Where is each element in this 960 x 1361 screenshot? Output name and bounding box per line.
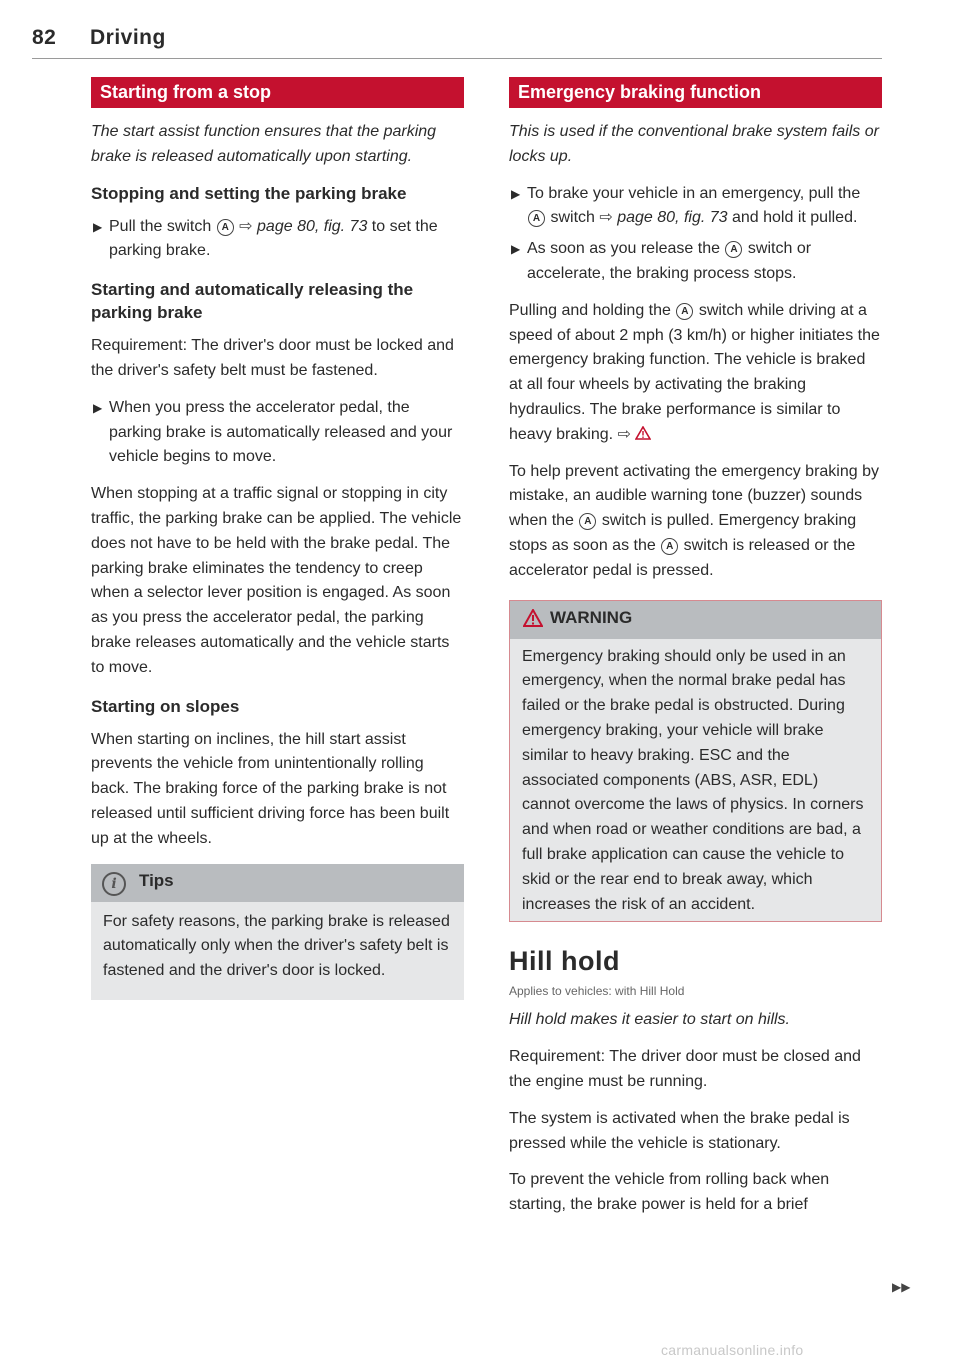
bullet-icon: ▶ [511, 242, 521, 257]
warning-box [509, 600, 882, 923]
warning-triangle-icon [635, 426, 651, 440]
page-reference-link[interactable]: page 80, fig. 73 [257, 217, 368, 235]
emergency-paragraph: Pulling and holding the A switch while driving at a speed of about 2 mph (3 km/h) or higher initiates the emergency braking function. The vehicle is braked at all four wheels by activating the braking hydraulics. The brake performance is similar to heavy braking. ⇨ [509, 301, 880, 443]
hill-activation: The system is activated when the brake pedal is pressed while the vehicle is stationary. [509, 1109, 850, 1152]
list-item: ▶ When you press the accelerator pedal, the parking brake is automatically released and your vehicle begins to move. [91, 396, 464, 470]
right-column [509, 77, 882, 1230]
cross-reference-arrow-icon: ⇨ [239, 217, 253, 235]
applies-to-note: Applies to vehicles: with Hill Hold [509, 984, 685, 999]
switch-a-icon: A [676, 303, 693, 320]
cross-reference-arrow-icon: ⇨ [617, 425, 631, 443]
heading-stopping: Stopping and setting the parking brake [91, 183, 407, 203]
cross-reference-arrow-icon: ⇨ [599, 209, 613, 227]
tips-body: For safety reasons, the parking brake is released automatically only when the driver's safety belt is fastened and the driver's door is locked. [103, 912, 450, 980]
section-banner-starting: Starting from a stop [91, 77, 464, 108]
left-column [91, 77, 464, 1000]
warning-triangle-icon [523, 609, 543, 627]
hill-intro: Hill hold makes it easier to start on hills. [509, 1011, 790, 1029]
bullet-icon: ▶ [93, 219, 103, 234]
warning-header [510, 601, 881, 639]
traffic-paragraph: When stopping at a traffic signal or stopping in city traffic, the parking brake can be applied. The vehicle does not have to be held with the brake pedal. The parking brake eliminates the tendency to creep when a selector lever position is engaged. As soon as you press the accelerator pedal, the parking brake releases automatically and the vehicle starts to move. [91, 485, 462, 676]
page-number: 82 [32, 26, 57, 49]
hill-rollback: To prevent the vehicle from rolling back when starting, the brake power is held for a brief [509, 1171, 830, 1214]
warning-body: Emergency braking should only be used in an emergency, when the normal brake pedal has failed or the brake pedal is obstructed. During emergency braking, your vehicle will brake similar to heavy braking. ESC and the associated components (ABS, ASR, EDL) cannot overcome the laws of physics. In corners and when road or weather conditions are bad, a full brake application can cause the vehicle to skid or the rear end to break away, which increases the risk of an accident. [510, 639, 881, 922]
switch-a-icon: A [661, 538, 678, 555]
tips-header [91, 864, 464, 902]
intro-text: The start assist function ensures that the parking brake is released automatically upon starting. [91, 123, 437, 165]
bullet-icon: ▶ [93, 400, 103, 415]
section-title: Driving [90, 26, 166, 49]
hill-requirement: Requirement: The driver door must be closed and the engine must be running. [509, 1048, 861, 1090]
tips-box [91, 864, 464, 1000]
continue-arrow-icon: ▶▶ [892, 1280, 911, 1294]
intro-text: This is used if the conventional brake system fails or locks up. [509, 123, 879, 165]
heading-starting: Starting and automatically releasing the parking brake [91, 280, 414, 323]
list-item: ▶ As soon as you release the A switch or accelerate, the braking process stops. [509, 237, 882, 287]
bullet-icon: ▶ [511, 186, 521, 201]
buzzer-paragraph: To help prevent activating the emergency braking by mistake, an audible warning tone (buzzer) sounds when the A switch is pulled. Emergency braking stops as soon as the A switch is released or the accelerator pedal is pressed. [509, 462, 879, 579]
switch-a-icon: A [217, 219, 234, 236]
requirement-text: Requirement: The driver's door must be locked and the driver's safety belt must be fastened. [91, 337, 454, 379]
switch-a-icon: A [579, 513, 596, 530]
hill-hold-title: Hill hold [509, 946, 620, 977]
warning-title: WARNING [550, 607, 633, 627]
page-header [32, 22, 882, 59]
switch-a-icon: A [528, 210, 545, 227]
tips-title: Tips [139, 870, 174, 890]
info-icon: i [102, 872, 126, 896]
heading-slopes: Starting on slopes [91, 696, 240, 716]
switch-a-icon: A [725, 241, 742, 258]
list-item: ▶ To brake your vehicle in an emergency, pull the A switch ⇨ page 80, fig. 73 and hold it pulled. [509, 182, 882, 232]
section-banner-emergency: Emergency braking function [509, 77, 882, 108]
watermark: carmanualsonline.info [661, 1342, 804, 1358]
slopes-paragraph: When starting on inclines, the hill start assist prevents the vehicle from unintentionally rolling back. The braking force of the parking brake is not released until sufficient driving force has been built up at the wheels. [91, 730, 450, 847]
page-reference-link[interactable]: page 80, fig. 73 [617, 209, 728, 227]
list-item: ▶ Pull the switch A ⇨ page 80, fig. 73 to set the parking brake. [91, 215, 464, 265]
